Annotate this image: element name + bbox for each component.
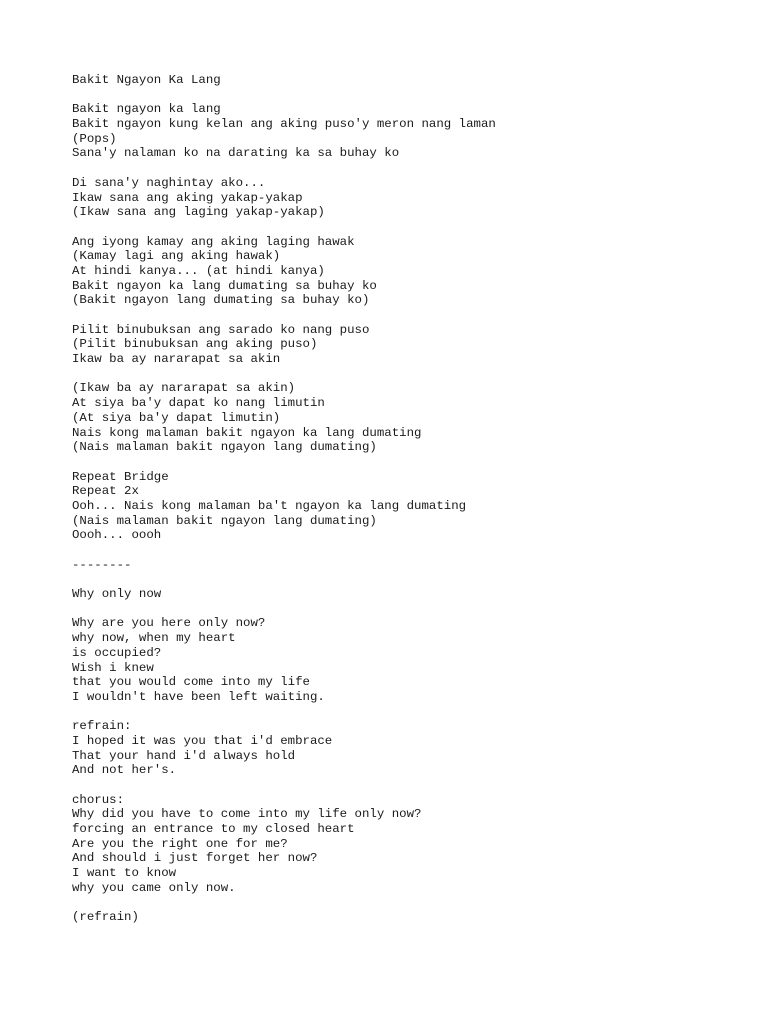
- text-line: (Ikaw ba ay nararapat sa akin): [72, 381, 296, 396]
- text-line: Why only now: [72, 587, 162, 602]
- text-line: that you would come into my life: [72, 675, 310, 690]
- text-line: Why are you here only now?: [72, 616, 266, 631]
- text-line: Di sana'y naghintay ako...: [72, 175, 266, 190]
- blank-line: [72, 778, 752, 793]
- text-line: Ang iyong kamay ang aking laging hawak: [72, 234, 355, 249]
- blank-line: [72, 367, 752, 382]
- text-line: I hoped it was you that i'd embrace: [72, 733, 333, 748]
- text-line: (refrain): [72, 910, 139, 925]
- blank-line: [72, 220, 752, 235]
- text-line: (Ikaw sana ang laging yakap-yakap): [72, 205, 325, 220]
- text-line: chorus:: [72, 792, 125, 807]
- blank-line: [72, 896, 752, 911]
- blank-line: [72, 543, 752, 558]
- blank-line: [72, 572, 752, 587]
- text-line: Ikaw ba ay nararapat sa akin: [72, 352, 281, 367]
- text-line: (Pilit binubuksan ang aking puso): [72, 337, 318, 352]
- blank-line: [72, 455, 752, 470]
- text-line: (At siya ba'y dapat limutin): [72, 410, 281, 425]
- text-line: Repeat 2x: [72, 484, 139, 499]
- text-line: Wish i knew: [72, 660, 154, 675]
- text-line: why now, when my heart: [72, 631, 236, 646]
- text-line: Bakit ngayon ka lang: [72, 102, 221, 117]
- text-line: Bakit Ngayon Ka Lang: [72, 73, 221, 87]
- text-line: And should i just forget her now?: [72, 851, 318, 866]
- text-line: refrain:: [72, 719, 132, 734]
- text-line: Ooh... Nais kong malaman ba't ngayon ka lang dumating: [72, 498, 467, 513]
- text-line: --------: [72, 557, 132, 572]
- text-line: Bakit ngayon ka lang dumating sa buhay ko: [72, 278, 377, 293]
- text-line: That your hand i'd always hold: [72, 748, 296, 763]
- text-line: (Kamay lagi ang aking hawak): [72, 249, 281, 264]
- lyrics-document: [72, 73, 752, 925]
- text-line: Sana'y nalaman ko na darating ka sa buhay ko: [72, 146, 400, 161]
- blank-line: [72, 88, 752, 103]
- text-line: Oooh... oooh: [72, 528, 162, 543]
- blank-line: [72, 161, 752, 176]
- text-line: (Nais malaman bakit ngayon lang dumating): [72, 440, 377, 455]
- text-line: Nais kong malaman bakit ngayon ka lang dumating: [72, 425, 422, 440]
- text-line: At hindi kanya... (at hindi kanya): [72, 263, 325, 278]
- text-line: Bakit ngayon kung kelan ang aking puso'y meron nang laman: [72, 117, 496, 132]
- text-line: (Nais malaman bakit ngayon lang dumating): [72, 513, 377, 528]
- text-line: And not her's.: [72, 763, 177, 778]
- text-line: (Pops): [72, 131, 117, 146]
- text-line: I wouldn't have been left waiting.: [72, 689, 325, 704]
- text-line: At siya ba'y dapat ko nang limutin: [72, 396, 325, 411]
- text-line: Repeat Bridge: [72, 469, 169, 484]
- text-line: forcing an entrance to my closed heart: [72, 822, 355, 837]
- text-line: is occupied?: [72, 645, 162, 660]
- blank-line: [72, 602, 752, 617]
- text-line: (Bakit ngayon lang dumating sa buhay ko): [72, 293, 370, 308]
- text-line: Are you the right one for me?: [72, 836, 288, 851]
- text-line: Ikaw sana ang aking yakap-yakap: [72, 190, 303, 205]
- text-line: I want to know: [72, 866, 177, 881]
- text-line: why you came only now.: [72, 880, 236, 895]
- blank-line: [72, 705, 752, 720]
- text-line: Why did you have to come into my life only now?: [72, 807, 422, 822]
- text-line: Pilit binubuksan ang sarado ko nang puso: [72, 322, 370, 337]
- blank-line: [72, 308, 752, 323]
